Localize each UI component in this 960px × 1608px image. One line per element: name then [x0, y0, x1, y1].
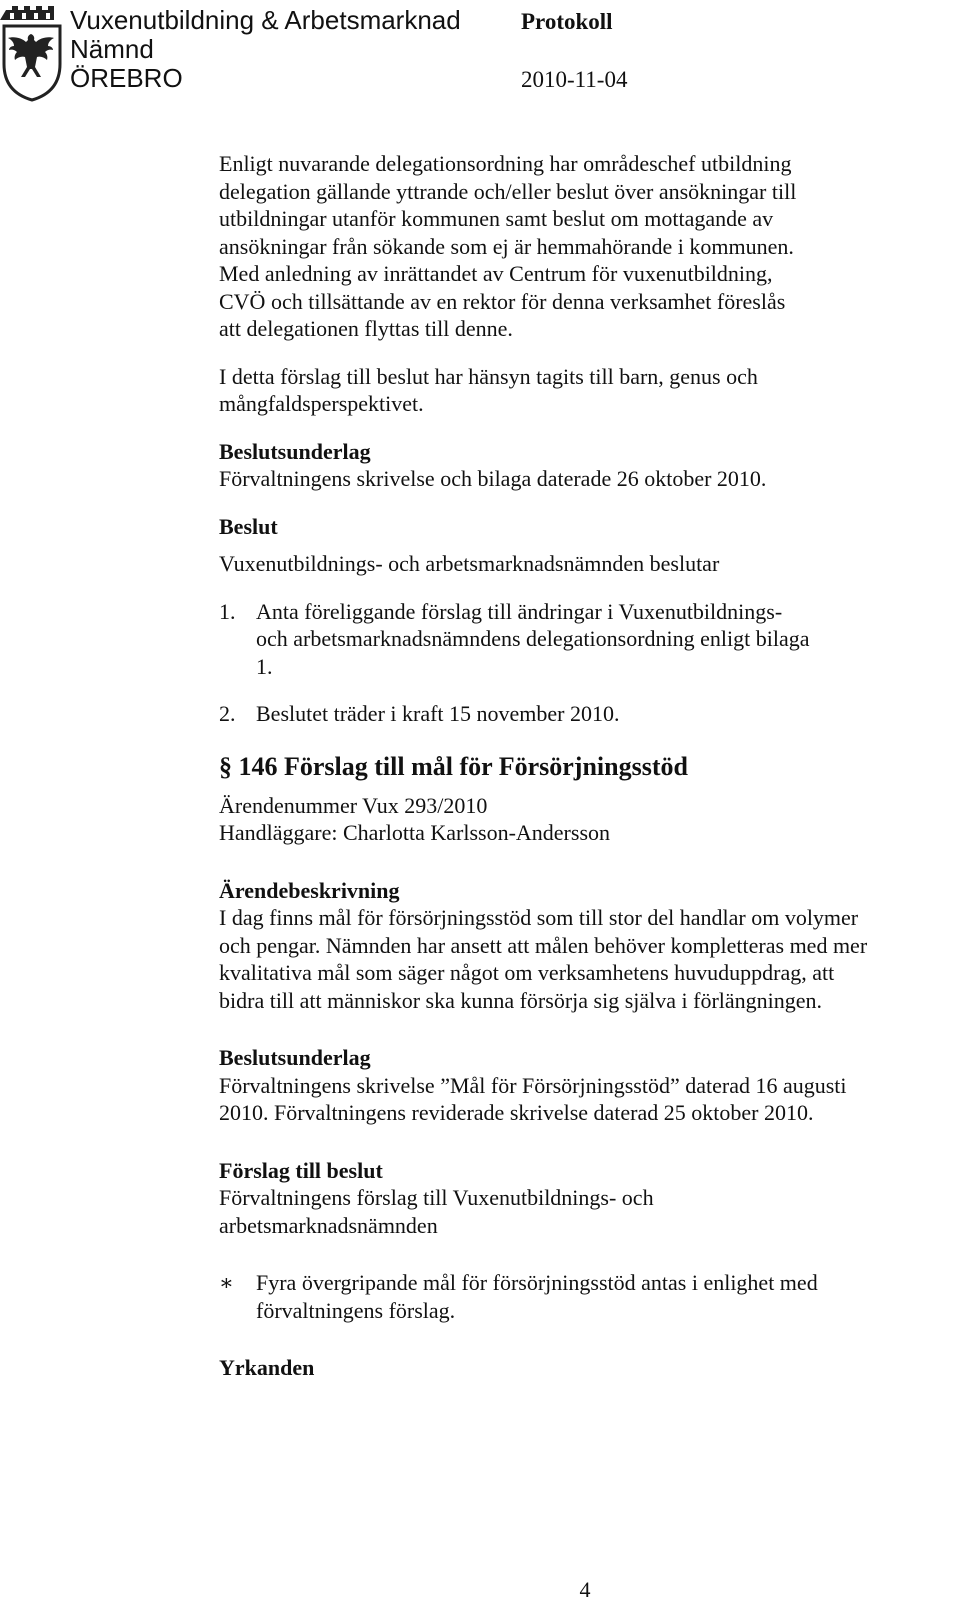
arendebeskrivning-heading: Ärendebeskrivning [219, 877, 400, 903]
document-date: 2010-11-04 [521, 67, 628, 92]
section-title: § 146 Förslag till mål för Försörjningsstöd [219, 751, 688, 781]
beslut-heading: Beslut [219, 513, 278, 539]
organization-name [70, 6, 461, 93]
text-line: förvaltningens förslag. [256, 1297, 456, 1323]
text-line: 1. [256, 653, 273, 679]
text-line: och pengar. Nämnden har ansett att målen behöver kompletteras med mer [219, 932, 868, 958]
asterisk-bullet-icon: ∗ [219, 1270, 234, 1295]
org-line: Vuxenutbildning & Arbetsmarknad [70, 5, 461, 35]
document-body [219, 150, 954, 1382]
text-line: Enligt nuvarande delegationsordning har områdeschef utbildning [219, 151, 792, 176]
text-line: Anta föreliggande förslag till ändringar i Vuxenutbildnings- [256, 598, 783, 624]
page-header [0, 0, 960, 110]
impact-paragraph [219, 363, 954, 418]
text-line: ansökningar från sökande som ej är hemmahörande i kommunen. [219, 233, 794, 259]
text-line: utbildningar utanför kommunen samt beslut om mottagande av [219, 206, 774, 231]
beslut-text: Vuxenutbildnings- och arbetsmarknadsnämnden beslutar [219, 551, 720, 576]
text-line: I dag finns mål för försörjningsstöd som till stor del handlar om volymer [219, 905, 859, 930]
text-line: 2010. Förvaltningens reviderade skrivelse daterad 25 oktober 2010. [219, 1100, 814, 1125]
text-line: I detta förslag till beslut har hänsyn tagits till barn, genus och [219, 363, 758, 389]
decision-list-item [219, 700, 954, 728]
case-officer: Handläggare: Charlotta Karlsson-Andersson [219, 820, 611, 845]
beslutsunderlag-text: Förvaltningens skrivelse och bilaga daterade 26 oktober 2010. [219, 466, 767, 491]
text-line: bidra till att människor ska kunna försörja sig själva i förlängningen. [219, 987, 823, 1013]
beslutsunderlag-heading: Beslutsunderlag [219, 438, 371, 464]
beslutsunderlag-text [219, 1072, 954, 1127]
case-number: Ärendenummer Vux 293/2010 [219, 792, 488, 818]
text-line: och arbetsmarknadsnämndens delegationsordning enligt bilaga [256, 626, 810, 651]
text-line: Fyra övergripande mål för försörjningsstöd antas i enlighet med [256, 1270, 818, 1295]
forslag-text [219, 1184, 954, 1239]
list-number: 1. [219, 598, 236, 624]
decision-list-item [219, 598, 954, 681]
orebro-crest-icon [0, 4, 64, 104]
text-line: Med anledning av inrättandet av Centrum för vuxenutbildning, [219, 261, 773, 286]
list-number: 2. [219, 701, 236, 726]
beslutsunderlag-heading: Beslutsunderlag [219, 1045, 371, 1070]
bullet-list-item [219, 1269, 954, 1324]
intro-paragraph [219, 150, 954, 343]
text-line: mångfaldsperspektivet. [219, 391, 424, 416]
text-line: arbetsmarknadsnämnden [219, 1212, 438, 1238]
org-line: ÖREBRO [70, 63, 183, 93]
text-line: CVÖ och tillsättande av en rektor för denna verksamhet föreslås [219, 288, 786, 314]
yrkanden-heading: Yrkanden [219, 1355, 315, 1380]
text-line: Förvaltningens skrivelse ”Mål för Försörjningsstöd” daterad 16 augusti [219, 1072, 847, 1098]
document-type: Protokoll [521, 9, 613, 34]
text-line: kvalitativa mål som säger något om verksamhetens huvuduppdrag, att [219, 960, 835, 985]
text-line: delegation gällande yttrande och/eller beslut över ansökningar till [219, 178, 797, 204]
page-number: 4 [579, 1577, 591, 1602]
arendebeskrivning-text [219, 904, 954, 1014]
text-line: Beslutet träder i kraft 15 november 2010. [256, 701, 620, 726]
text-line: Förvaltningens förslag till Vuxenutbildnings- och [219, 1185, 654, 1210]
text-line: att delegationen flyttas till denne. [219, 316, 513, 341]
org-line: Nämnd [70, 34, 154, 64]
forslag-heading: Förslag till beslut [219, 1157, 383, 1183]
